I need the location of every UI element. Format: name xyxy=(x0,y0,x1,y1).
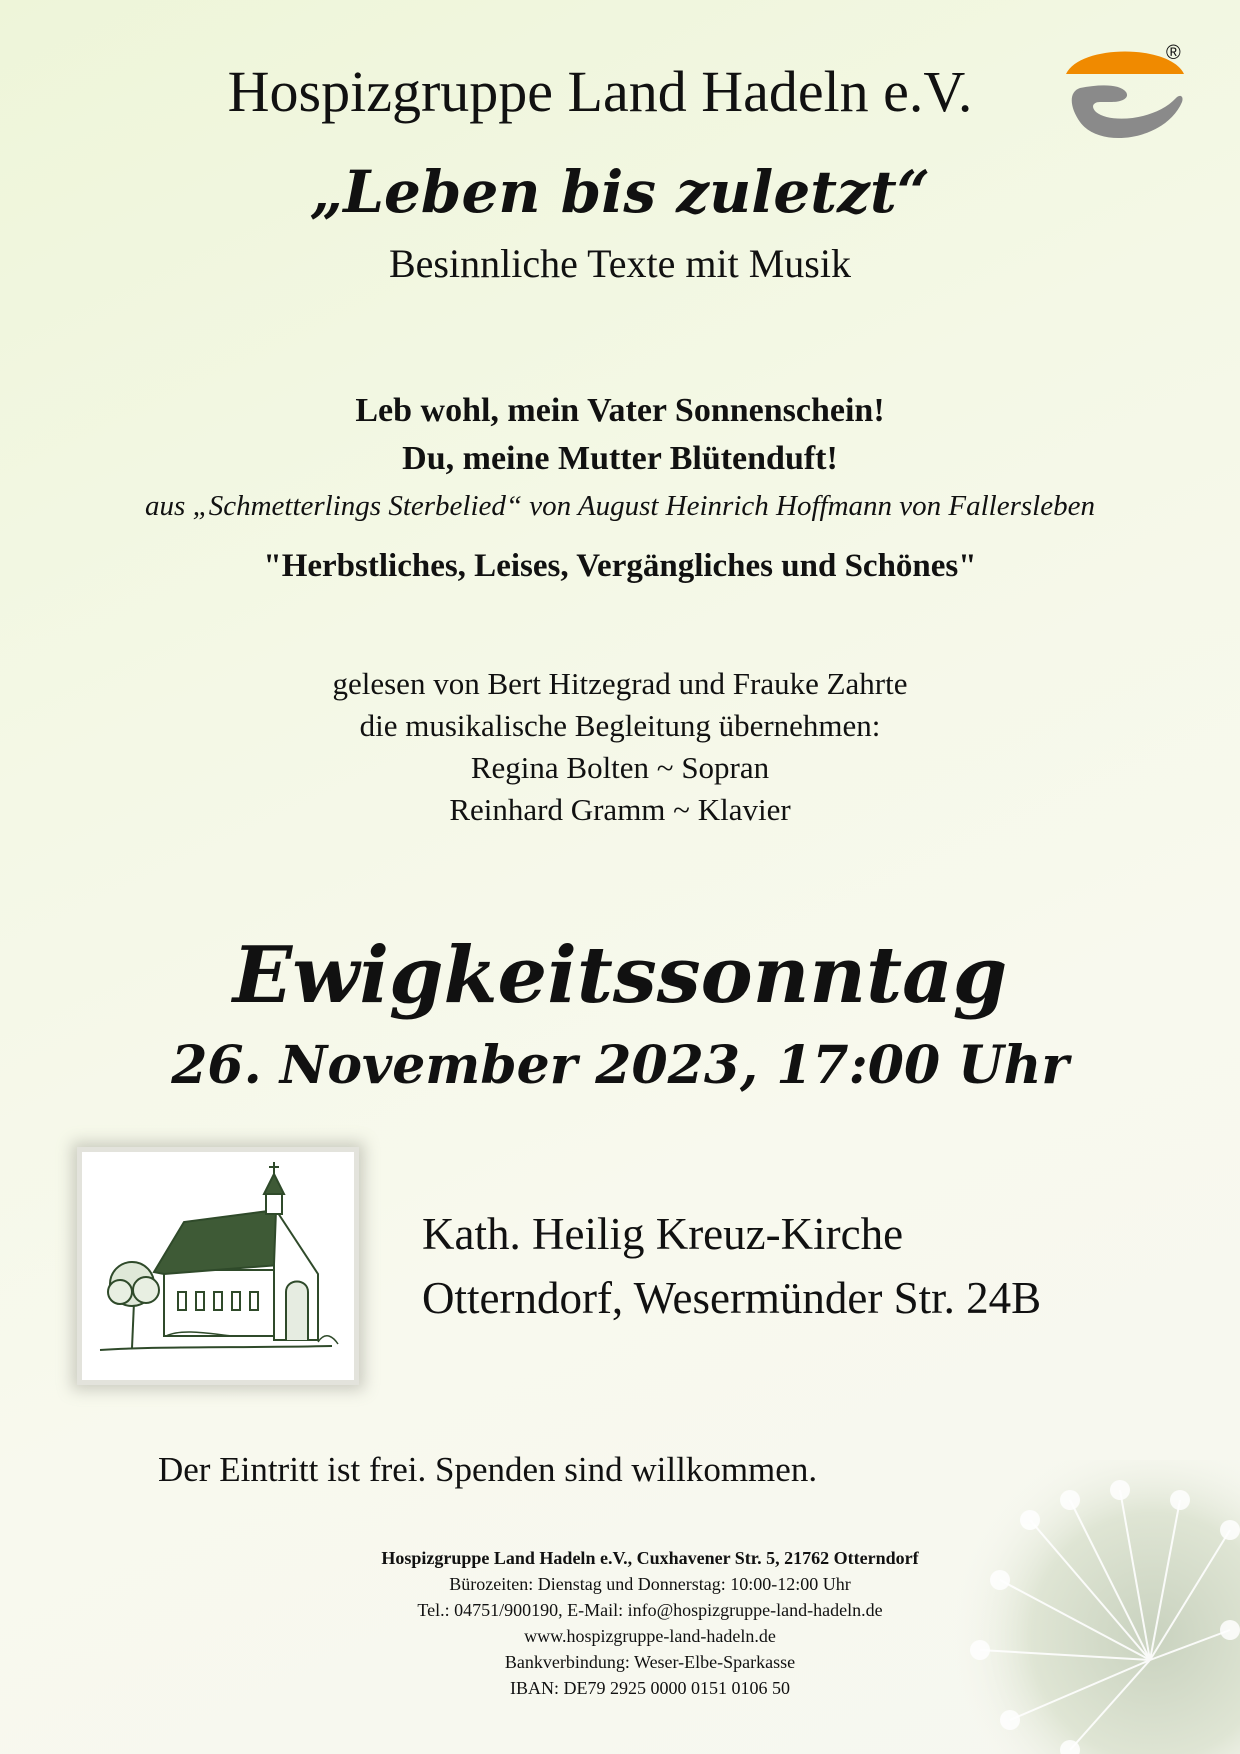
poem-source: aus „Schmetterlings Sterbelied“ von August Heinrich Hoffmann von Fallersleben xyxy=(145,490,1095,522)
footer-iban: IBAN: DE79 2925 0000 0151 0106 50 xyxy=(510,1678,790,1698)
program-theme: "Herbstliches, Leises, Vergängliches und Schönes" xyxy=(263,548,977,584)
footer-office-hours: Bürozeiten: Dienstag und Donnerstag: 10:00-12:00 Uhr xyxy=(449,1574,851,1594)
event-date: 26. November 2023, 17:00 Uhr xyxy=(171,1035,1069,1096)
church-drawing-icon xyxy=(82,1152,354,1380)
credit-readers: gelesen von Bert Hitzegrad und Frauke Zahrte xyxy=(332,666,908,701)
venue-name: Kath. Heilig Kreuz-Kirche xyxy=(422,1209,904,1259)
credit-soprano: Regina Bolten ~ Sopran xyxy=(470,750,770,785)
church-image-frame xyxy=(82,1152,354,1380)
footer-contact: Tel.: 04751/900190, E-Mail: info@hospizgruppe-land-hadeln.de xyxy=(417,1600,883,1620)
poem-line-2: Du, meine Mutter Blütenduft! xyxy=(402,440,838,477)
motto-subtitle: Besinnliche Texte mit Musik xyxy=(389,241,851,286)
credit-music-intro: die musikalische Begleitung übernehmen: xyxy=(359,708,881,743)
credit-piano: Reinhard Gramm ~ Klavier xyxy=(449,792,791,827)
footer-address: Hospizgruppe Land Hadeln e.V., Cuxhavener Str. 5, 21762 Otterndorf xyxy=(381,1548,919,1568)
registered-mark: ® xyxy=(1166,42,1181,64)
event-title: Ewigkeitssonntag xyxy=(232,930,1008,1021)
footer-bank: Bankverbindung: Weser-Elbe-Sparkasse xyxy=(504,1652,796,1672)
poem-line-1: Leb wohl, mein Vater Sonnenschein! xyxy=(355,392,885,429)
venue-address: Otterndorf, Wesermünder Str. 24B xyxy=(422,1273,1042,1323)
admission-note: Der Eintritt ist frei. Spenden sind willkommen. xyxy=(158,1450,818,1489)
motto-title: „Leben bis zuletzt“ xyxy=(309,158,931,226)
org-title: Hospizgruppe Land Hadeln e.V. xyxy=(227,59,973,124)
footer-website: www.hospizgruppe-land-hadeln.de xyxy=(524,1626,776,1646)
